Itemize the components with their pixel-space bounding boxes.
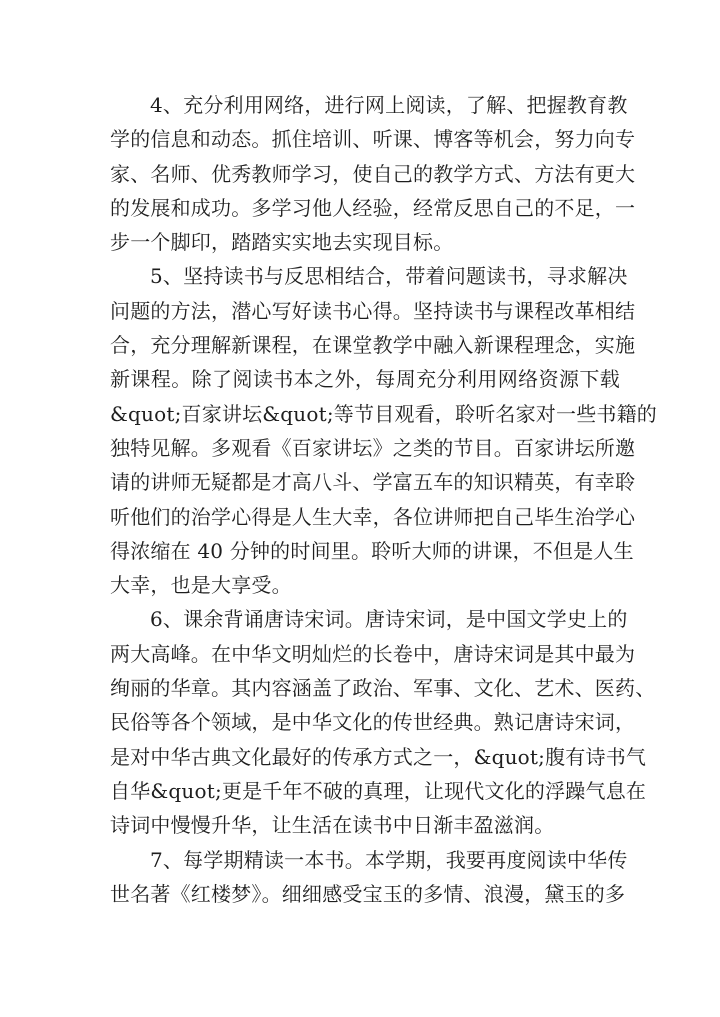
text-line: 世名著《红楼梦》。细细感受宝玉的多情、浪漫，黛玉的多 (110, 881, 626, 906)
text-line: 是对中华古典文化最好的传承方式之一，&quot;腹有诗书气 (110, 744, 647, 769)
text-line: 自华&quot;更是千年不破的真理，让现代文化的浮躁气息在 (110, 778, 647, 803)
text-line: 合，充分理解新课程，在课堂教学中融入新课程理念，实施 (110, 333, 636, 358)
text-line: 步一个脚印，踏踏实实地去实现目标。 (110, 230, 454, 255)
text-line: 4、充分利用网络，进行网上阅读，了解、把握教育教 (150, 93, 628, 117)
text-line: 5、坚持读书与反思相结合，带着问题读书，寻求解决 (150, 264, 628, 289)
text-line: 请的讲师无疑都是才高八斗、学富五车的知识精英，有幸聆 (110, 470, 636, 495)
text-line: 新课程。除了阅读书本之外，每周充分利用网络资源下载 (110, 367, 620, 392)
text-line: 的发展和成功。多学习他人经验，经常反思自己的不足，一 (110, 195, 636, 220)
text-line: 得浓缩在 40 分钟的时间里。聆听大师的讲课，不但是人生 (110, 538, 634, 563)
text-line: 6、课余背诵唐诗宋词。唐诗宋词，是中国文学史上的 (150, 607, 628, 632)
paragraph-5 (110, 259, 658, 602)
text-line: 民俗等各个领域，是中华文化的传世经典。熟记唐诗宋词， (110, 710, 636, 735)
text-line: 学的信息和动态。抓住培训、听课、博客等机会，努力向专 (110, 127, 636, 152)
text-line: 家、名师、优秀教师学习，使自己的教学方式、方法有更大 (110, 161, 636, 186)
paragraph-4 (110, 88, 636, 259)
text-line: 绚丽的华章。其内容涵盖了政治、军事、文化、艺术、医药、 (110, 676, 656, 701)
text-line: 独特见解。多观看《百家讲坛》之类的节目。百家讲坛所邀 (110, 435, 636, 460)
paragraph-6 (110, 602, 656, 842)
text-line: &quot;百家讲坛&quot;等节目观看，聆听名家对一些书籍的 (110, 401, 658, 426)
text-line: 诗词中慢慢升华，让生活在读书中日渐丰盈滋润。 (110, 813, 555, 838)
paragraph-7 (110, 843, 628, 912)
text-line: 听他们的治学心得是人生大幸，各位讲师把自己毕生治学心 (110, 504, 636, 529)
text-line: 两大高峰。在中华文明灿烂的长卷中，唐诗宋词是其中最为 (110, 641, 636, 666)
document-page (110, 88, 658, 911)
text-line: 大幸，也是大享受。 (110, 573, 292, 598)
text-line: 7、每学期精读一本书。本学期，我要再度阅读中华传 (150, 847, 628, 872)
text-line: 问题的方法，潜心写好读书心得。坚持读书与课程改革相结 (110, 298, 636, 323)
